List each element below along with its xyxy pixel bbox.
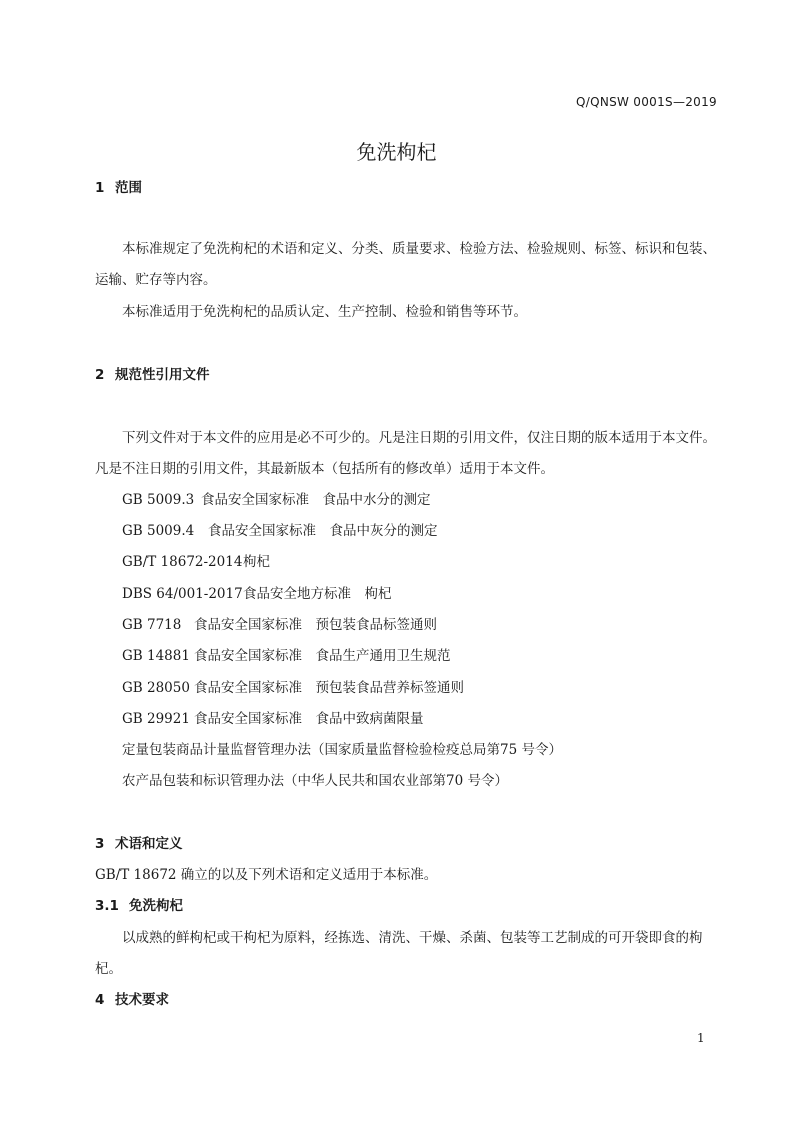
reference-title: 食品安全国家标准 食品生产通用卫生规范 (194, 648, 451, 664)
reference-title: 食品安全国家标准 食品中致病菌限量 (194, 711, 424, 727)
reference-code: GB 14881 (122, 648, 190, 664)
reference-code: GB 5009.4 (122, 523, 195, 539)
paragraph-line: 本标准适用于免洗枸杞的品质认定、生产控制、检验和销售等环节。 (122, 304, 527, 320)
reference-title: 食品安全国家标准 食品中灰分的测定 (208, 523, 438, 539)
regulation-item: 定量包装商品计量监督管理办法（国家质量监督检验检疫总局第75 号令） (122, 742, 562, 758)
reference-code: DBS 64/001-2017 (122, 586, 243, 602)
reference-title: 食品安全国家标准 预包装食品营养标签通则 (194, 680, 464, 696)
reference-title: 枸杞 (243, 554, 270, 570)
reference-code: GB 7718 (122, 617, 182, 633)
reference-code: GB 5009.3 (122, 492, 195, 508)
reference-item (122, 613, 437, 633)
reference-title: 食品安全国家标准 食品中水分的测定 (201, 492, 431, 508)
section-number: 2 (95, 367, 105, 383)
section-title: 免洗枸杞 (129, 898, 183, 914)
page-title: 免洗枸杞 (356, 140, 437, 164)
paragraph-line: 本标准规定了免洗枸杞的术语和定义、分类、质量要求、检验方法、检验规则、标签、标识和包装、 (122, 241, 716, 257)
section-2-heading (95, 363, 210, 383)
regulation-item: 农产品包装和标识管理办法（中华人民共和国农业部第70 号令） (122, 773, 508, 789)
subsection-3-1-heading (95, 894, 183, 914)
reference-item (122, 550, 270, 570)
paragraph-line: GB/T 18672 确立的以及下列术语和定义适用于本标准。 (95, 867, 438, 883)
section-title: 术语和定义 (115, 836, 183, 852)
section-number: 3.1 (95, 898, 119, 914)
reference-item (122, 707, 424, 727)
section-4-heading (95, 988, 169, 1008)
section-number: 4 (95, 992, 105, 1008)
section-number: 1 (95, 180, 105, 196)
paragraph-line: 下列文件对于本文件的应用是必不可少的。凡是注日期的引用文件，仅注日期的版本适用于本文件。 (122, 430, 716, 446)
reference-code: GB 29921 (122, 711, 190, 727)
reference-item (122, 644, 451, 664)
section-3-heading (95, 832, 183, 852)
paragraph-line: 运输、贮存等内容。 (95, 272, 217, 288)
reference-item (122, 676, 464, 696)
section-title: 技术要求 (115, 992, 169, 1008)
section-1-heading (95, 176, 142, 196)
reference-item (122, 519, 438, 539)
page-number: 1 (697, 1031, 705, 1045)
reference-title: 食品安全地方标准 枸杞 (243, 586, 392, 602)
reference-title: 食品安全国家标准 预包装食品标签通则 (194, 617, 437, 633)
paragraph-line: 凡是不注日期的引用文件，其最新版本（包括所有的修改单）适用于本文件。 (95, 461, 554, 477)
paragraph-line: 以成熟的鲜枸杞或干枸杞为原料，经拣选、清洗、干燥、杀菌、包装等工艺制成的可开袋即食的枸 (122, 930, 703, 946)
paragraph-line: 杞。 (95, 961, 122, 977)
reference-item (122, 488, 431, 508)
document-code-header: Q/QNSW 0001S—2019 (575, 95, 717, 109)
section-title: 范围 (115, 180, 142, 196)
reference-code: GB/T 18672-2014 (122, 554, 243, 570)
section-title: 规范性引用文件 (115, 367, 210, 383)
reference-item (122, 582, 392, 602)
section-number: 3 (95, 836, 105, 852)
reference-code: GB 28050 (122, 680, 190, 696)
